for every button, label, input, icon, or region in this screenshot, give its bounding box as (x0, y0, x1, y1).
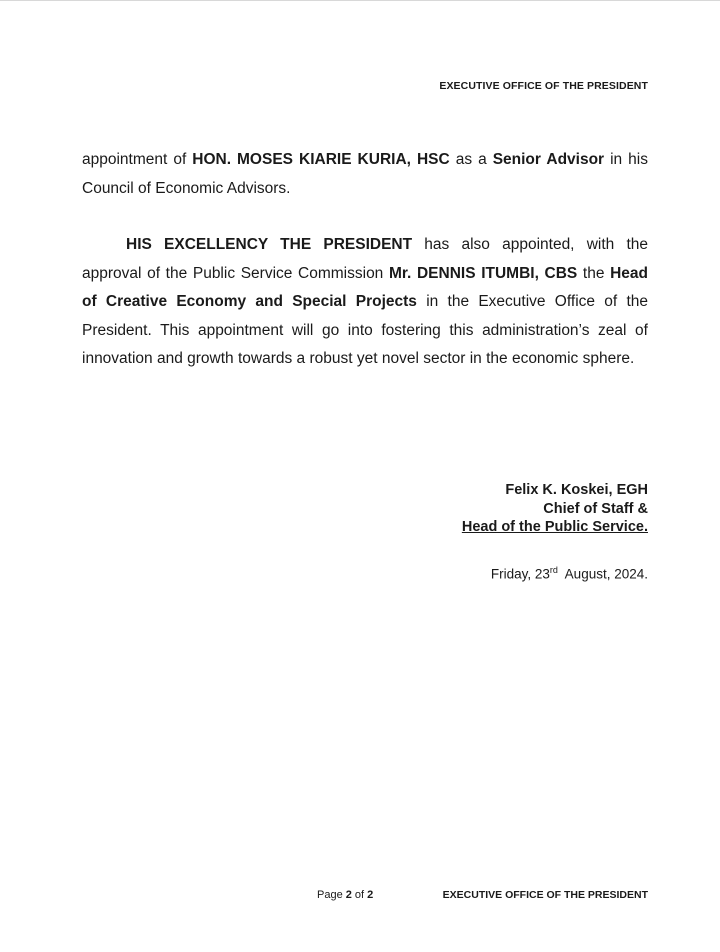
p1-appointee-name: HON. MOSES KIARIE KURIA, HSC (192, 151, 450, 168)
signatory-title-1: Chief of Staff & (543, 500, 648, 517)
p2-text-1: has also appointed, with the approval of the Public Service Commission (82, 236, 648, 282)
p1-text-3: in his Council of Economic Advisors. (82, 151, 648, 197)
signature-block (462, 481, 648, 537)
p2-text-2: the (577, 264, 611, 282)
p2-appointee-name: Mr. DENNIS ITUMBI, CBS (388, 264, 578, 282)
date-prefix: Friday, 23 (490, 566, 550, 582)
footer-page-number (317, 889, 373, 901)
p2-appointee-role: Head of Creative Economy and Special Projects (82, 264, 648, 311)
p1-text-2: as a (449, 151, 493, 168)
date-rest: August, 2024. (557, 566, 648, 582)
signatory-title-2: Head of the Public Service. (461, 519, 648, 535)
p2-text-3: in the Executive Office of the President. This appointment will go into fostering this administration’s zeal of innovation and growth towards a robust yet novel sector in the economic sphere. (82, 293, 649, 368)
paragraph-kuria-appointment (82, 146, 648, 203)
p1-appointee-role: Senior Advisor (492, 151, 605, 168)
page-top-border (0, 0, 720, 1)
date-ordinal-suffix: rd (549, 565, 558, 575)
paragraph-itumbi-appointment (82, 231, 648, 374)
footer-page-total: 2 (367, 889, 374, 901)
footer-page-current: 2 (345, 889, 352, 901)
signatory-name: Felix K. Koskei, EGH (505, 482, 648, 498)
p1-text-1: appointment of (82, 151, 193, 168)
document-date (491, 565, 648, 582)
p2-lead: HIS EXCELLENCY THE PRESIDENT (126, 236, 413, 253)
footer-page-label: Page (317, 889, 346, 901)
header-office-title: EXECUTIVE OFFICE OF THE PRESIDENT (439, 80, 648, 92)
footer-page-of: of (351, 889, 368, 901)
footer-office-title: EXECUTIVE OFFICE OF THE PRESIDENT (442, 889, 648, 901)
